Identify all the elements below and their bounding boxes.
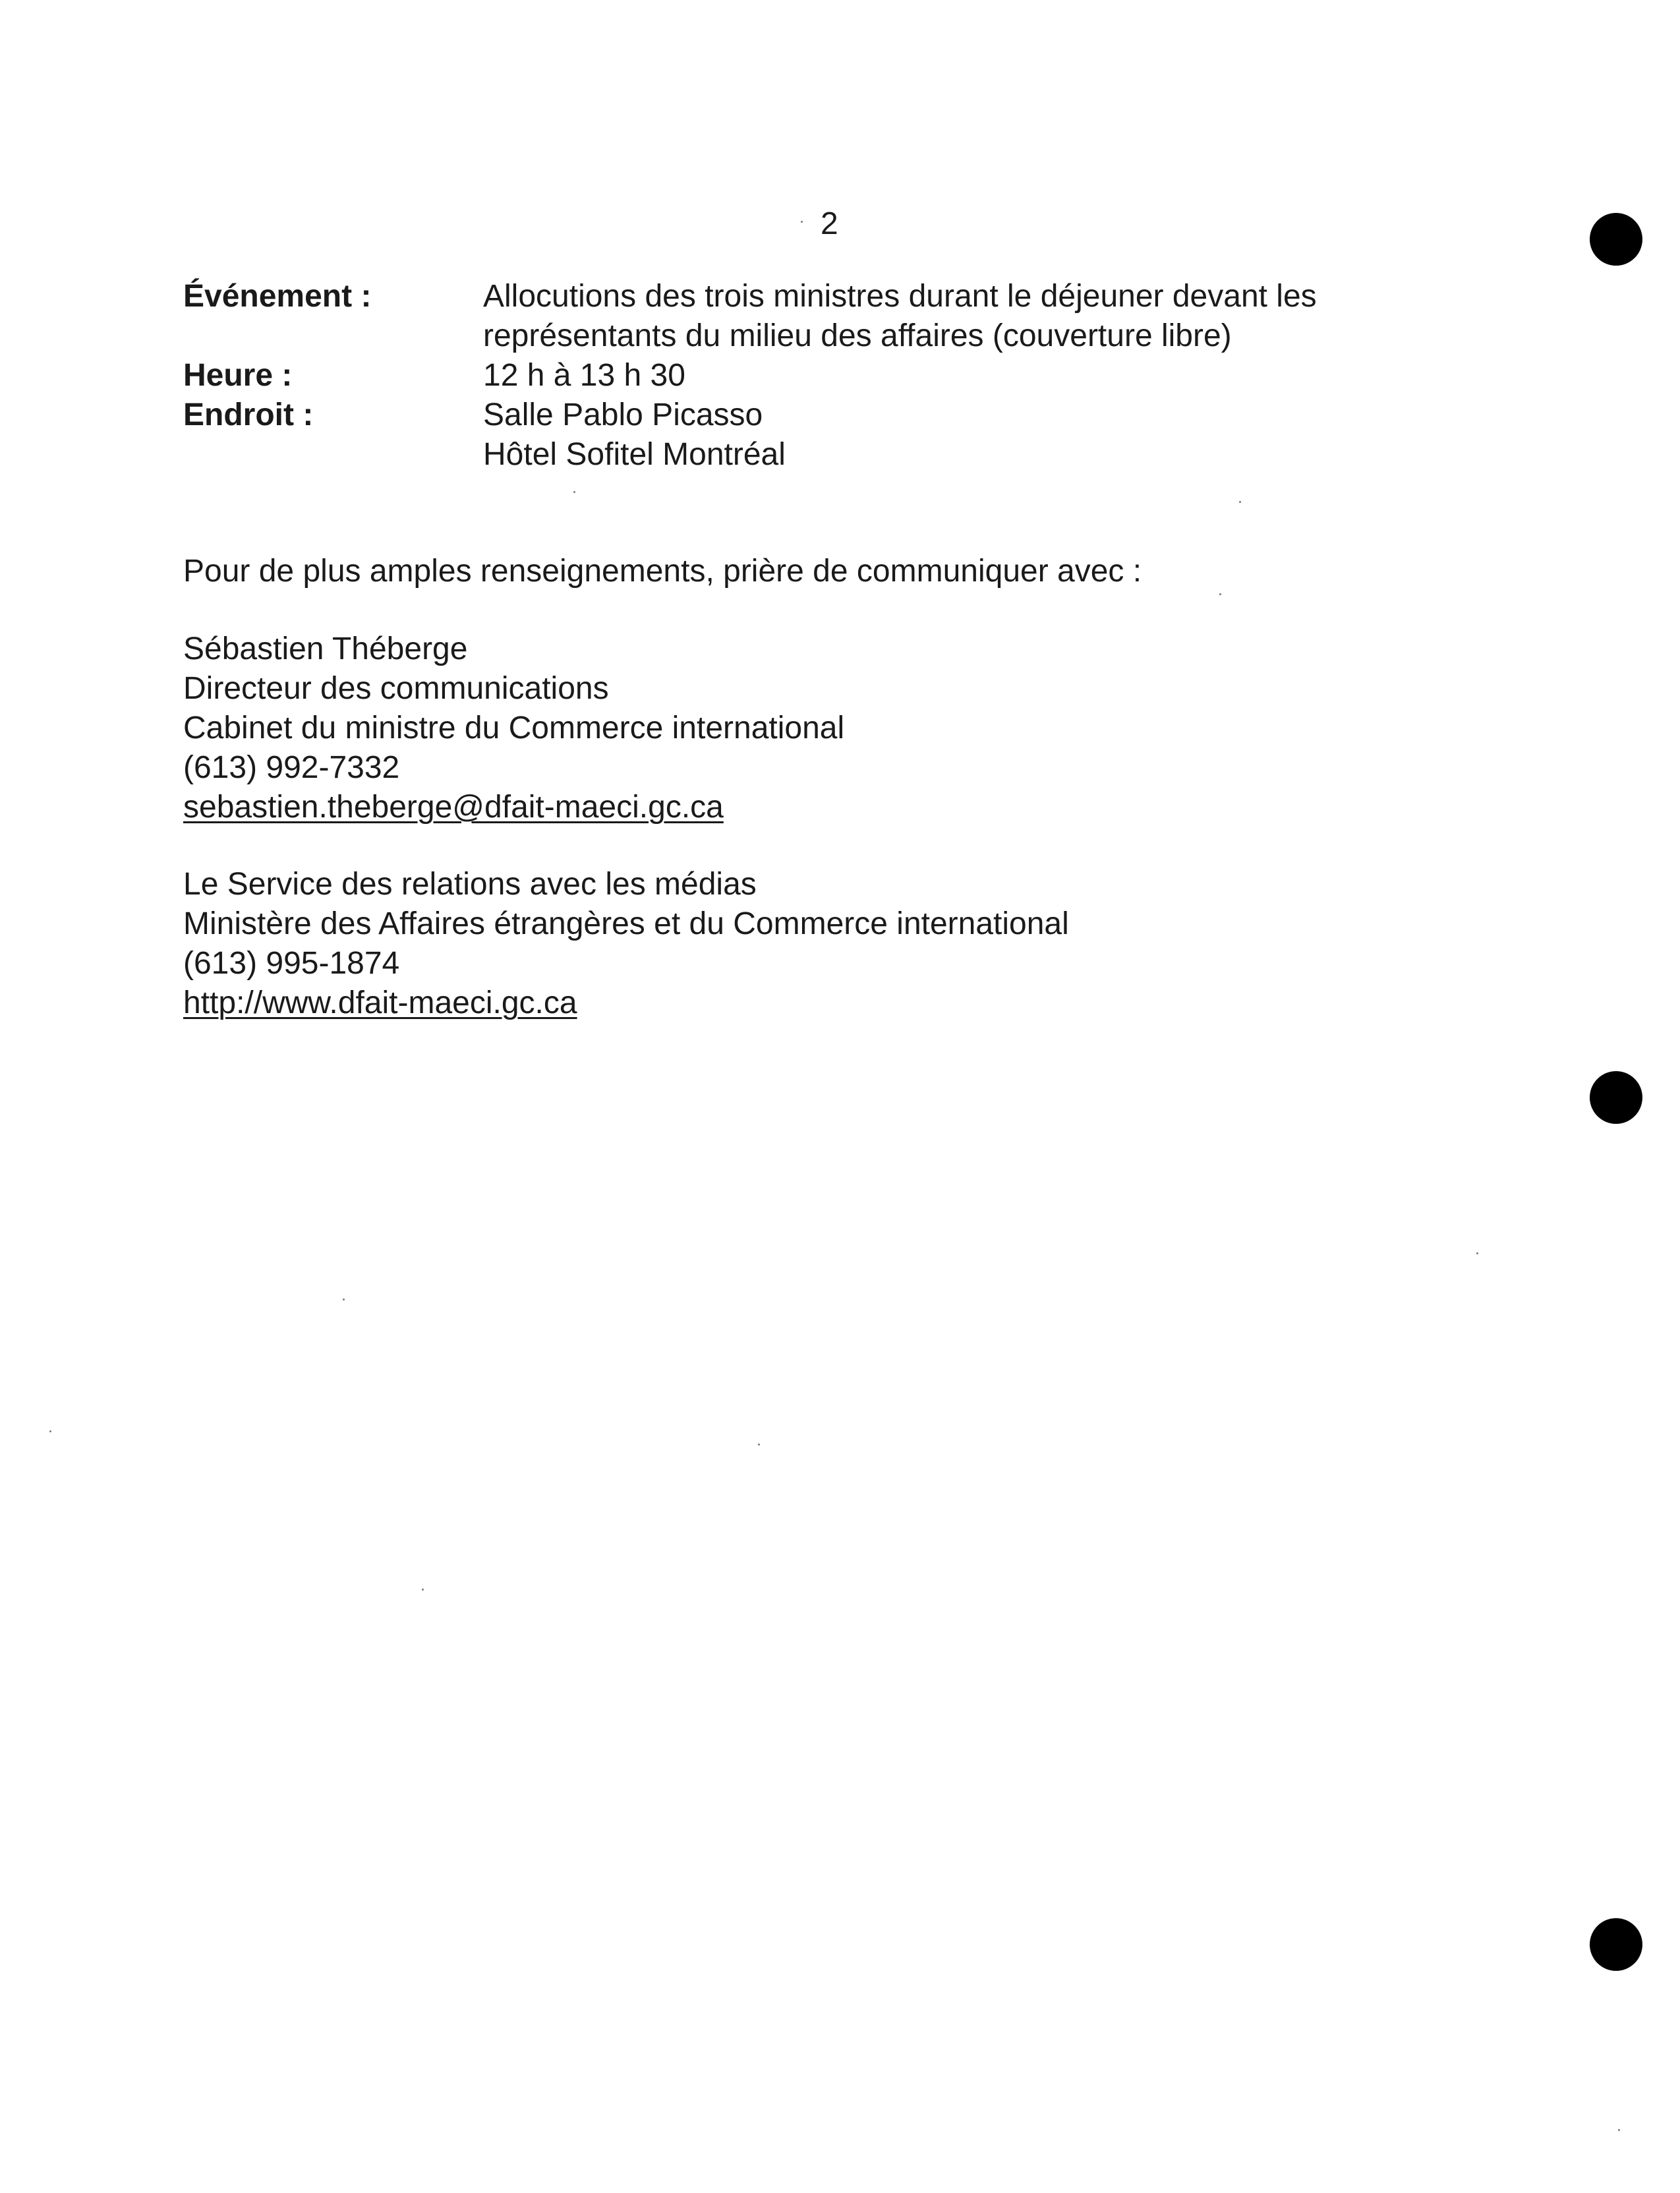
speck (1476, 1252, 1478, 1254)
time-label: Heure : (183, 358, 293, 393)
contact-phone: (613) 992-7332 (183, 750, 400, 785)
page-number: 2 (821, 206, 838, 241)
place-label: Endroit : (183, 397, 314, 432)
contact-intro: Pour de plus amples renseignements, prière de communiquer avec : (183, 554, 1142, 589)
place-value-line-2: Hôtel Sofitel Montréal (483, 437, 786, 472)
speck (49, 1430, 51, 1432)
event-value-line-1: Allocutions des trois ministres durant le déjeuner devant les (483, 279, 1317, 314)
place-row-continued (183, 435, 1435, 475)
event-row-continued (183, 316, 1435, 356)
event-details (183, 277, 1435, 475)
punch-hole-bottom (1590, 1918, 1642, 1971)
media-service-name: Le Service des relations avec les médias (183, 867, 757, 902)
speck (1618, 2129, 1620, 2131)
media-phone: (613) 995-1874 (183, 946, 400, 981)
speck (573, 491, 575, 493)
speck (343, 1299, 345, 1301)
speck (1219, 593, 1221, 595)
contact-office: Cabinet du ministre du Commerce international (183, 711, 845, 746)
contact-email-link[interactable]: sebastien.theberge@dfait-maeci.gc.ca (183, 790, 724, 825)
event-label: Événement : (183, 279, 372, 314)
speck (801, 221, 803, 223)
event-value-line-2: représentants du milieu des affaires (couverture libre) (483, 318, 1232, 353)
contact-title: Directeur des communications (183, 671, 609, 706)
speck (758, 1444, 760, 1446)
contact-name: Sébastien Théberge (183, 631, 468, 666)
speck (1239, 501, 1241, 503)
event-row (183, 277, 1435, 316)
contact-block-media (183, 865, 1069, 1023)
contact-block-communications (183, 629, 844, 827)
time-value: 12 h à 13 h 30 (483, 358, 685, 393)
place-row (183, 395, 1435, 435)
media-ministry: Ministère des Affaires étrangères et du Commerce international (183, 906, 1069, 941)
punch-hole-middle (1590, 1071, 1642, 1124)
speck (422, 1589, 424, 1591)
time-row (183, 356, 1435, 395)
place-value-line-1: Salle Pablo Picasso (483, 397, 763, 432)
punch-hole-top (1590, 213, 1642, 266)
website-link[interactable]: http://www.dfait-maeci.gc.ca (183, 985, 577, 1020)
